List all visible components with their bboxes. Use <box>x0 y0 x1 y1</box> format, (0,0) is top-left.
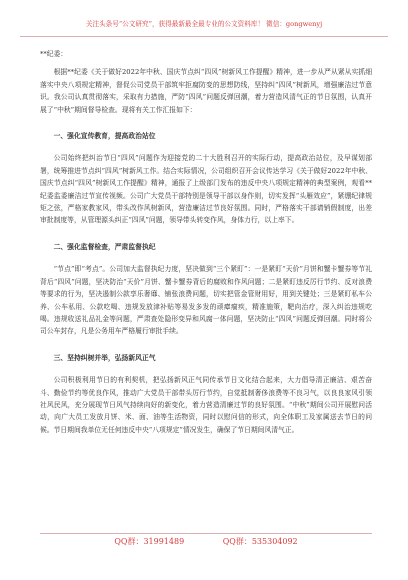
document-body <box>40 44 372 522</box>
greeting-line: **纪委： <box>40 50 68 58</box>
top-banner: 关注头条号“公文研究”，获得最新最全最专业的公文资料库！ 微信：gongwenyj <box>20 12 388 37</box>
intro-paragraph: 根据**纪委《关于做好2022年中秋、国庆节点纠“四风”树新风工作提醒》精神，进一步从严从紧从实抓细落实中央八项规定精神，督促公司党员干部筑牢拒腐防变的思想防线，坚持纠“四风”树新风，增强廉洁过节意识。我公司认真贯彻落实，采取有力措施，严防“四风”问题反弹回潮，着力营造风清气正的节日氛围，认真开展了“中秋”期间督导检查。现将有关工作汇报如下： <box>40 68 372 114</box>
section-2-paragraph: “节点”即“考点”。公司加大监督执纪力度，坚决做到“三个紧盯”：一是紧盯“天价”月饼和蟹卡蟹券等节礼背后“四风”问题，坚决防治“天价”月饼、蟹卡蟹券背后的腐败和作风问题；二是紧盯违反厉行节约、反对浪费等要求的行为，坚决遏制公款享乐奢靡、铺张浪费问题，切实把管金管财用好，用到关键处；三是紧盯私车公养、公车私用、公款吃喝、违规发放津补贴等易发多发的顽瘴痼疾，精准施策，靶向治疗，深入纠治违规吃喝。违规收送礼品礼金等问题，严肃查处隐形变异和风腐一体问题，坚决防止“四风”问题反弹回潮。同时将公司公车封存，凡是公务用车严格履行审批手续。 <box>40 265 372 336</box>
section-heading-2: 二、强化监督检查，严肃监督执纪 <box>53 242 156 251</box>
footer-qq-group-1: QQ群：31991489 <box>114 537 185 546</box>
section-3-paragraph: 公司积极利用节日的有利契机，把弘扬新风正气同传承节日文化结合起来，大力倡导清正廉洁、艰苦奋斗、勤俭节约等优良作风，推动广大党员干部带头厉行节约，自觉抵制奢侈浪费等不良习气，以良良家风引领社风民风，充分展现节日风气持续向好的新变化，着力营造清廉过节的良好氛围。“中秋”期间公司开展慰问活动，向广大员工发放月饼、米、面、油等生活物资，同时以慰问信的形式，向全体职工及家属送去节日的问候。节日期间我单位无任何违反中央“八项规定”情况发生，确保了节日期间风清气正。 <box>40 376 372 434</box>
footer-qq-group-2: QQ群：535304092 <box>222 537 298 546</box>
section-1-paragraph: 公司始终把纠治节日“四风”问题作为迎接党的二十大胜利召开的实际行动，提高政治站位，及早谋划部署，统筹推进节点纠“四风”树新风工作。结合实际情况，公司组织召开会议传达学习《关于做好2022年中秋、国庆节点纠“四风”树新风工作提醒》精神，通报了上级部门发布的违反中央八项规定精神的典型案例，观看**纪委监委廉洁过节宣传视频。公司广大党员干部特别是领导干部以身作则，切实发挥“头雁效应”，紧绷纪律规矩之弦，严格家教家风，带头改作风树新风，营造廉洁过节良好氛围。同时，严格落实干部请销假制度，出差审批制度等，从管理源头纠正“四风”问题，领导带头转变作风，身体力行，以上率下。 <box>40 154 372 225</box>
footer-contact <box>40 533 372 550</box>
section-heading-3: 三、坚持纠树并举，弘扬新风正气 <box>53 353 156 362</box>
section-heading-1: 一、强化宣传教育，提高政治站位 <box>53 132 156 141</box>
